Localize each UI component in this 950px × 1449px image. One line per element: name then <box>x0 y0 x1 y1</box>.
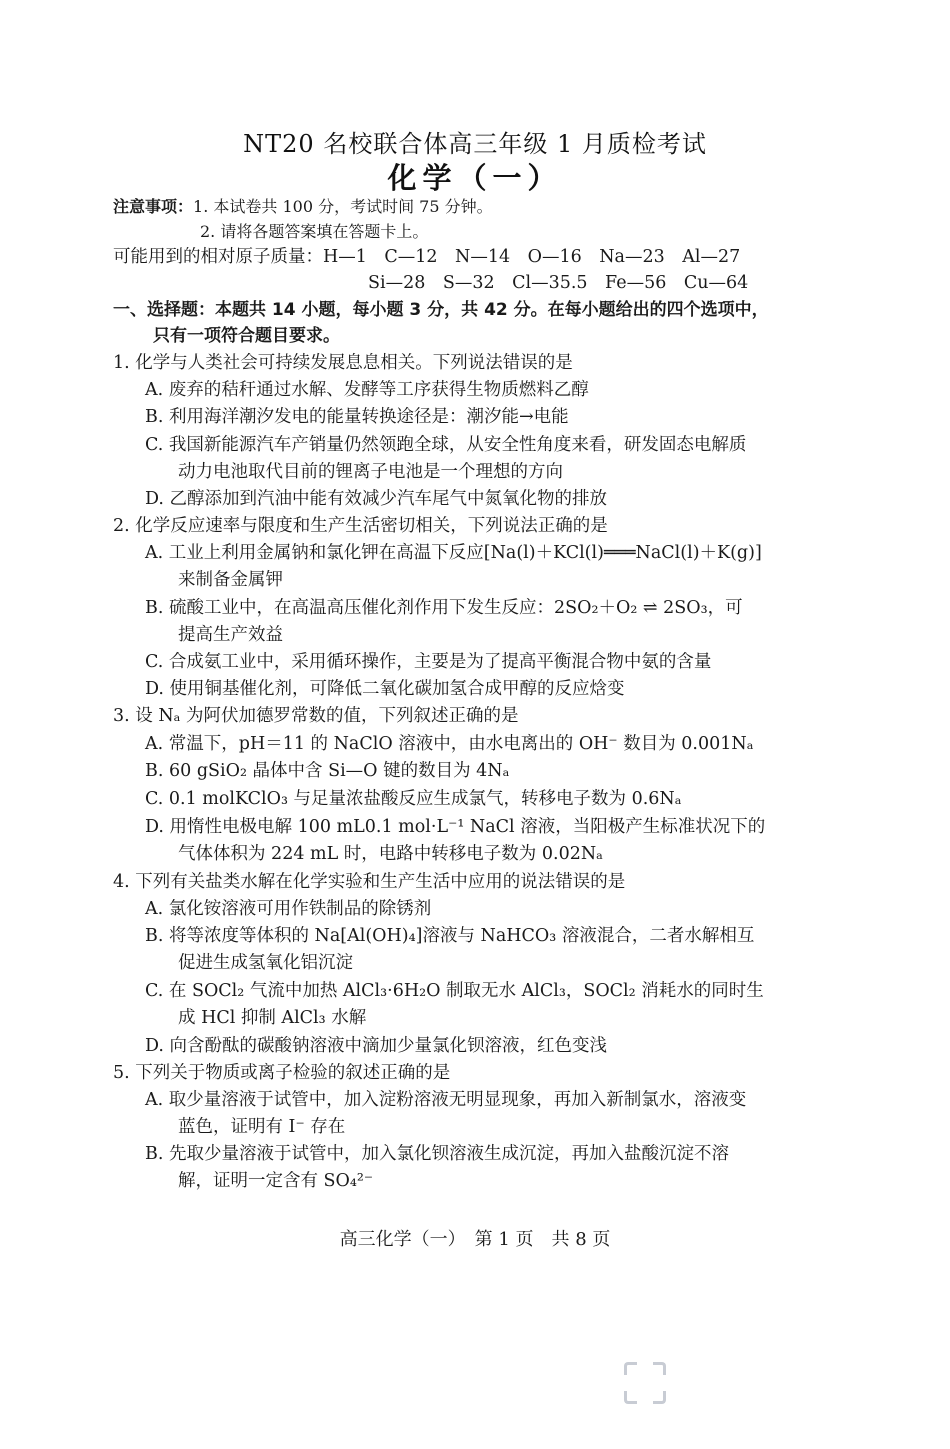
section-heading-line-2: 只有一项符合题目要求。 <box>153 326 340 346</box>
question-text-line: A. 取少量溶液于试管中，加入淀粉溶液无明显现象，再加入新制氯水，溶液变 <box>145 1090 747 1110</box>
question-text-line: B. 先取少量溶液于试管中，加入氯化钡溶液生成沉淀，再加入盐酸沉淀不溶 <box>145 1144 729 1164</box>
question-text-line: 3. 设 Nₐ 为阿伏加德罗常数的值，下列叙述正确的是 <box>113 706 519 726</box>
notes-line-1 <box>113 194 493 220</box>
question-text-line: D. 乙醇添加到汽油中能有效减少汽车尾气中氮氧化物的排放 <box>145 489 608 509</box>
question-text-line: C. 0.1 molKClO₃ 与足量浓盐酸反应生成氯气，转移电子数为 0.6Nₐ <box>145 789 682 809</box>
question-text-line: 来制备金属钾 <box>178 570 283 590</box>
question-text-line: C. 我国新能源汽车产销量仍然领跑全球，从安全性角度来看，研发固态电解质 <box>145 435 747 455</box>
question-text-line: 成 HCl 抑制 AlCl₃ 水解 <box>178 1008 367 1028</box>
question-text-line: 解，证明一定含有 SO₄²⁻ <box>178 1171 374 1191</box>
question-text-line: B. 60 gSiO₂ 晶体中含 Si—O 键的数目为 4Nₐ <box>145 761 510 781</box>
section-heading-line-1: 一、选择题：本题共 14 小题，每小题 3 分，共 42 分。在每小题给出的四个选项中， <box>113 300 769 320</box>
question-text-line: C. 在 SOCl₂ 气流中加热 AlCl₃·6H₂O 制取无水 AlCl₃，SOCl₂ 消耗水的同时生 <box>145 981 764 1001</box>
question-text-line: B. 将等浓度等体积的 Na[Al(OH)₄]溶液与 NaHCO₃ 溶液混合，二者水解相互 <box>145 926 755 946</box>
question-text-line: 蓝色，证明有 I⁻ 存在 <box>178 1117 346 1137</box>
notes-item-2: 2. 请将各题答案填在答题卡上。 <box>200 222 429 241</box>
question-text-line: A. 氯化铵溶液可用作铁制品的除锈剂 <box>145 899 432 919</box>
atomic-masses-row-1: H—1 C—12 N—14 O—16 Na—23 Al—27 <box>323 247 741 267</box>
question-text-line: A. 常温下，pH＝11 的 NaClO 溶液中，由水电离出的 OH⁻ 数目为 0.001Nₐ <box>145 734 754 754</box>
question-text-line: 动力电池取代目前的锂离子电池是一个理想的方向 <box>178 462 563 482</box>
question-text-line: 气体体积为 224 mL 时，电路中转移电子数为 0.02Nₐ <box>178 844 603 864</box>
question-text-line: D. 用惰性电极电解 100 mL0.1 mol·L⁻¹ NaCl 溶液，当阳极产生标准状况下的 <box>145 817 766 837</box>
question-text-line: 2. 化学反应速率与限度和生产生活密切相关，下列说法正确的是 <box>113 516 608 536</box>
atomic-masses-row-2: Si—28 S—32 Cl—35.5 Fe—56 Cu—64 <box>368 273 749 293</box>
question-text-line: B. 硫酸工业中，在高温高压催化剂作用下发生反应：2SO₂＋O₂ ⇌ 2SO₃，可 <box>145 598 743 618</box>
question-text-line: B. 利用海洋潮汐发电的能量转换途径是：潮汐能→电能 <box>145 407 569 427</box>
subject-title: 化学（一） <box>387 161 563 195</box>
atomic-masses-label: 可能用到的相对原子质量： <box>113 247 323 267</box>
question-text-line: A. 工业上利用金属钠和氯化钾在高温下反应[Na(l)＋KCl(l)═══NaCl(l)＋K(g)] <box>145 543 762 563</box>
question-text-line: 提高生产效益 <box>178 625 283 645</box>
question-text-line: 4. 下列有关盐类水解在化学实验和生产生活中应用的说法错误的是 <box>113 872 626 892</box>
question-text-line: 促进生成氢氧化铝沉淀 <box>178 953 353 973</box>
question-text-line: A. 废弃的秸秆通过水解、发酵等工序获得生物质燃料乙醇 <box>145 380 589 400</box>
scan-corner-mark <box>624 1362 666 1404</box>
notes-label: 注意事项： <box>113 197 194 216</box>
question-text-line: D. 向含酚酞的碳酸钠溶液中滴加少量氯化钡溶液，红色变浅 <box>145 1036 608 1056</box>
exam-title: NT20 名校联合体高三年级 1 月质检考试 <box>243 130 707 158</box>
notes-item-1: 1. 本试卷共 100 分，考试时间 75 分钟。 <box>193 197 493 216</box>
page-footer: 高三化学（一） 第 1 页 共 8 页 <box>339 1229 611 1250</box>
question-text-line: D. 使用铜基催化剂，可降低二氧化碳加氢合成甲醇的反应焓变 <box>145 679 625 699</box>
atomic-masses-line-1 <box>113 244 740 270</box>
question-text-line: 1. 化学与人类社会可持续发展息息相关。下列说法错误的是 <box>113 353 573 373</box>
question-text-line: C. 合成氨工业中，采用循环操作，主要是为了提高平衡混合物中氨的含量 <box>145 652 712 672</box>
question-text-line: 5. 下列关于物质或离子检验的叙述正确的是 <box>113 1063 451 1083</box>
